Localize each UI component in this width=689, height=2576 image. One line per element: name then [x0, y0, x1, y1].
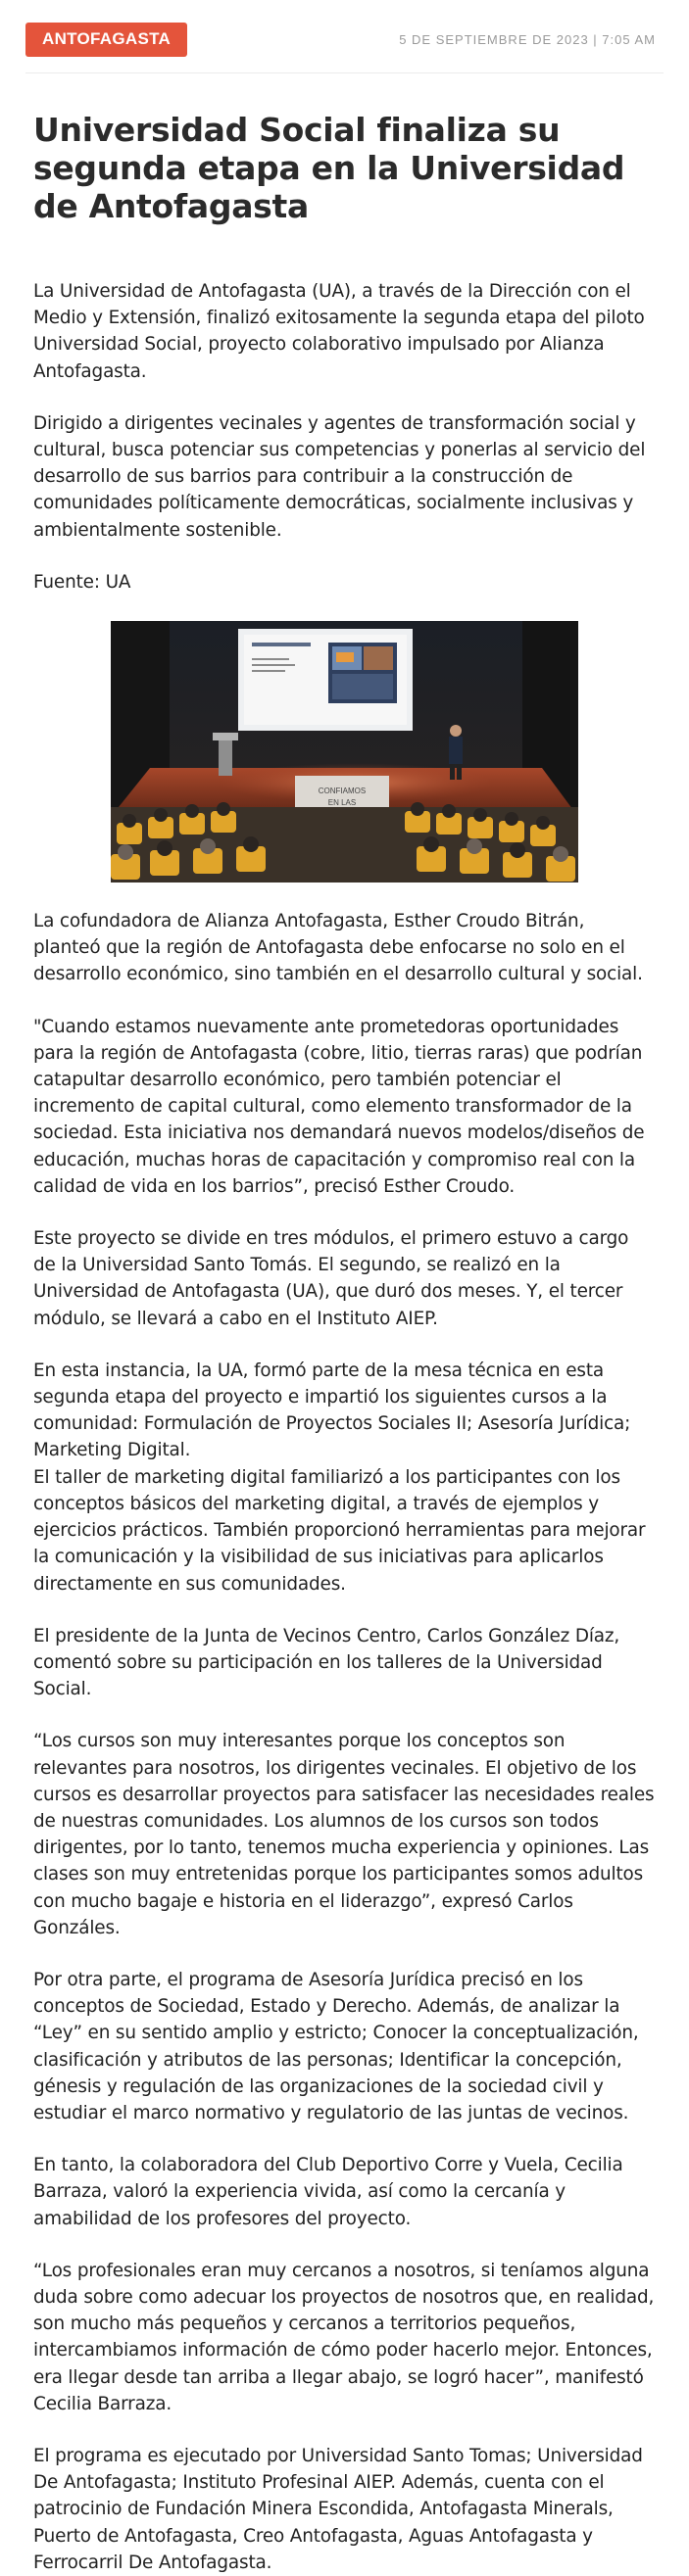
paragraph: Este proyecto se divide en tres módulos, el primero estuvo a cargo de la Universidad Santo Tomás. El segundo, se realizó en la Universidad de Antofagasta (UA), que duró dos meses. Y, el tercer módulo, se llevará a cabo en el Instituto AIEP.	[33, 1228, 629, 1329]
article-image-container	[33, 621, 656, 883]
auditorium-photo	[111, 621, 578, 883]
paragraph: El presidente de la Junta de Vecinos Centro, Carlos González Díaz, comentó sobre su participación en los talleres de la Universidad Social.	[33, 1625, 620, 1700]
article-body	[0, 111, 689, 2576]
quote-paragraph: “Los profesionales eran muy cercanos a nosotros, si teníamos alguna duda sobre como adecuar los proyectos de nosotros que, en realidad, son mucho más pequeños y cercanos a territorios pequeños, intercambiamos información de cómo poder hacerlo mejor. Entonces, era llegar desde tan arriba a llegar abajo, se logró hacer”, manifestó Cecilia Barraza.	[33, 2260, 655, 2414]
publish-date: 5 DE SEPTIEMBRE DE 2023 | 7:05 AM	[399, 31, 656, 47]
section-badge[interactable]: ANTOFAGASTA	[25, 23, 187, 57]
quote-paragraph: “Los cursos son muy interesantes porque los conceptos son relevantes para nosotros, los dirigentes vecinales. El objetivo de los cursos es desarrollar proyectos para satisfacer las necesidades reales de nuestras comunidades. Los alumnos de los cursos son todos dirigentes, por lo tanto, tenemos mucha experiencia y opiniones. Las clases son muy entretenidas porque los participantes somos adultos con mucho bagaje e historia en el liderazgo”, expresó Carlos Gonzáles.	[33, 1731, 655, 1938]
source-credit: Fuente: UA	[33, 571, 131, 593]
article-title: Universidad Social finaliza su segunda etapa en la Universidad de Antofagasta	[33, 111, 625, 225]
paragraph: En esta instancia, la UA, formó parte de la mesa técnica en esta segunda etapa del proyecto e impartió los siguientes cursos a la comunidad: Formulación de Proyectos Sociales II; Asesoría Jurídica; Marketing Digital.	[33, 1360, 631, 1461]
paragraph: En tanto, la colaboradora del Club Deportivo Corre y Vuela, Cecilia Barraza, valoró la experiencia vivida, así como la cercanía y amabilidad de los profesores del proyecto.	[33, 2155, 623, 2229]
paragraph: La Universidad de Antofagasta (UA), a través de la Dirección con el Medio y Extensión, finalizó exitosamente la segunda etapa del piloto Universidad Social, proyecto colaborativo impulsado por Alianza Antofagasta.	[33, 281, 645, 382]
svg-text:EN LAS: EN LAS	[327, 798, 357, 808]
paragraph: Dirigido a dirigentes vecinales y agentes de transformación social y cultural, busca potenciar sus competencias y ponerlas al servicio del desarrollo de sus barrios para contribuir a la construcción de comunidades políticamente democráticas, socialmente inclusivas y ambientalmente sostenible.	[33, 412, 646, 541]
article-header	[0, 0, 689, 59]
header-divider	[25, 72, 664, 73]
paragraph: Por otra parte, el programa de Asesoría Jurídica precisó en los conceptos de Sociedad, Estado y Derecho. Además, de analizar la “Ley” en su sentido amplio y estricto; Conocer la conceptualización, clasificación y atributos de las personas; Identificar la concepción, génesis y regulación de las organizaciones de la sociedad civil y estudiar el marco normativo y regulatorio de las juntas de vecinos.	[33, 1969, 639, 2123]
paragraph: El taller de marketing digital familiarizó a los participantes con los conceptos básicos del marketing digital, a través de ejemplos y ejercicios prácticos. También proporcionó herramientas para mejorar la comunicación y la visibilidad de sus iniciativas para aplicarlos directamente en sus comunidades.	[33, 1466, 646, 1595]
paragraph: El programa es ejecutado por Universidad Santo Tomas; Universidad De Antofagasta; Instituto Profesinal AIEP. Además, cuenta con el patrocinio de Fundación Minera Escondida, Antofagasta Minerals, Puerto de Antofagasta, Creo Antofagasta, Aguas Antofagasta y Ferrocarril De Antofagasta.	[33, 2445, 643, 2573]
svg-text:CONFIAMOS: CONFIAMOS	[318, 787, 367, 796]
quote-paragraph: "Cuando estamos nuevamente ante prometedoras oportunidades para la región de Antofagasta (cobre, litio, tierras raras) que podrían catapultar desarrollo económico, pero también potenciar el incremento de capital cultural, como elemento transformador de la sociedad. Esta iniciativa nos demandará nuevos modelos/diseños de educación, muchas horas de capacitación y compromiso real con la calidad de vida en los barrios”, precisó Esther Croudo.	[33, 1016, 645, 1197]
paragraph: La cofundadora de Alianza Antofagasta, Esther Croudo Bitrán, planteó que la región de Antofagasta debe enfocarse no solo en el desarrollo económico, sino también en el desarrollo cultural y social.	[33, 911, 643, 985]
